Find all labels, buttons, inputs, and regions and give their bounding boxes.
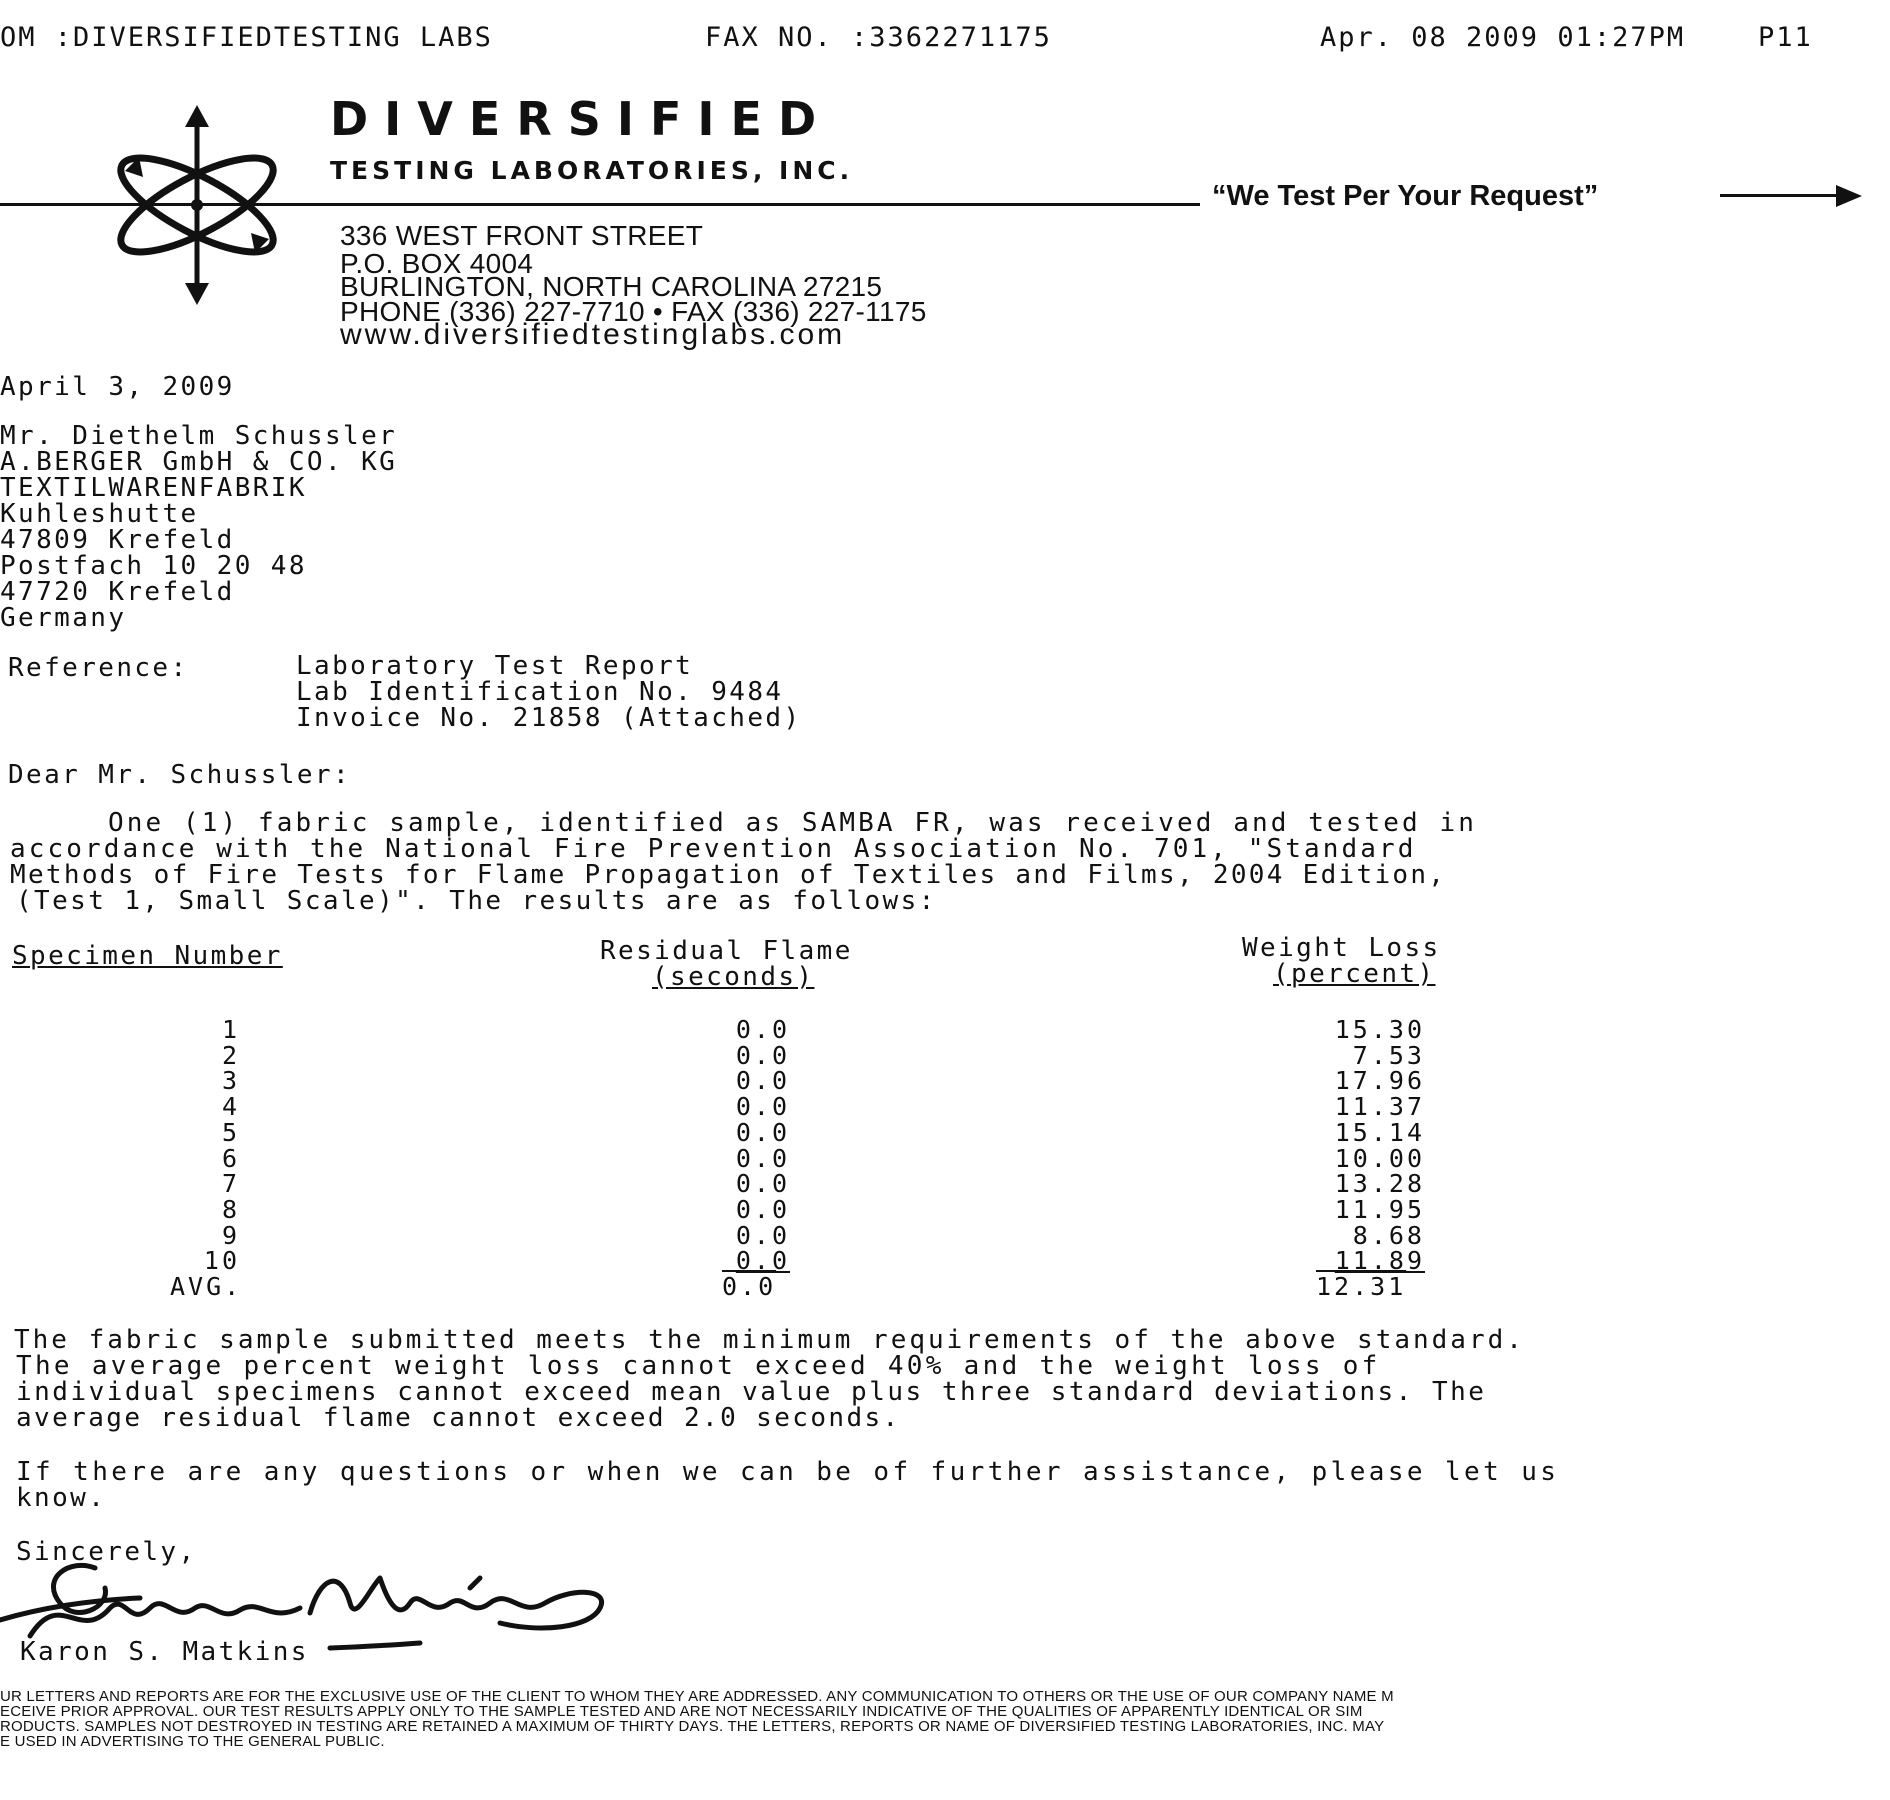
recipient-line: 47720 Krefeld — [0, 577, 235, 607]
closing-line: know. — [16, 1483, 107, 1513]
col-header-weight: Weight Loss — [1242, 933, 1441, 963]
fax-datetime: Apr. 08 2009 01:27PM — [1320, 22, 1686, 53]
residual-flame-cell: 0.0 — [735, 1041, 790, 1070]
specimen-number-cell: 4 — [221, 1092, 240, 1121]
recipient-line: Mr. Diethelm Schussler — [0, 421, 398, 451]
residual-flame-cell: 0.0 — [735, 1169, 790, 1198]
residual-flame-cell: 0.0 — [735, 1092, 790, 1121]
specimen-number-cell: 7 — [221, 1169, 240, 1198]
phone-fax-line: PHONE (336) 227-7710 • FAX (336) 227-1175 — [340, 296, 927, 327]
residual-flame-cell: 0.0 — [735, 1015, 790, 1044]
reference-line: Laboratory Test Report — [296, 651, 694, 681]
recipient-line: Kuhleshutte — [0, 499, 199, 529]
arrow-right-icon — [1836, 185, 1862, 207]
closing-line: If there are any questions or when we can be of further assistance, please let us — [16, 1457, 1560, 1487]
fax-page: P11 — [1758, 22, 1813, 53]
specimen-number-cell: 1 — [221, 1015, 240, 1044]
weight-loss-cell: 10.00 — [1334, 1144, 1425, 1173]
weight-loss-cell: 11.95 — [1334, 1195, 1425, 1224]
weight-loss-cell: 11.89 — [1334, 1246, 1425, 1275]
specimen-number-cell: 9 — [221, 1221, 240, 1250]
specimen-number-cell: 8 — [221, 1195, 240, 1224]
conclusion-line: The fabric sample submitted meets the minimum requirements of the above standard. — [14, 1325, 1525, 1355]
weight-loss-cell: 13.28 — [1334, 1169, 1425, 1198]
residual-flame-cell: 0.0 — [735, 1246, 790, 1275]
specimen-number-cell: 5 — [221, 1118, 240, 1147]
reference-line: Invoice No. 21858 (Attached) — [296, 703, 802, 733]
specimen-number-cell: 3 — [221, 1066, 240, 1095]
residual-flame-cell: 0.0 — [735, 1066, 790, 1095]
recipient-line: TEXTILWARENFABRIK — [0, 473, 307, 503]
weight-loss-cell: 11.37 — [1334, 1092, 1425, 1121]
specimen-number-cell: 10 — [203, 1246, 240, 1275]
specimen-number-cell: 6 — [221, 1144, 240, 1173]
residual-flame-cell: 0.0 — [735, 1195, 790, 1224]
residual-flame-cell: 0.0 — [735, 1144, 790, 1173]
col-header-weight-unit: (percent) — [1273, 959, 1436, 989]
salutation: Dear Mr. Schussler: — [8, 760, 352, 790]
specimen-number-cell: 2 — [221, 1041, 240, 1070]
residual-flame-cell: 0.0 — [735, 1221, 790, 1250]
disclaimer-line: ECEIVE PRIOR APPROVAL. OUR TEST RESULTS APPLY ONLY TO THE SAMPLE TESTED AND ARE NOT NECESSARILY INDICATIVE OF THE QUALITIES OF APPARENTLY IDENTICAL OR SIM — [0, 1703, 1363, 1720]
website: www.diversifiedtestinglabs.com — [340, 318, 846, 351]
conclusion-line: individual specimens cannot exceed mean value plus three standard deviations. The — [16, 1377, 1487, 1407]
col-header-specimen: Specimen Number — [12, 941, 283, 971]
intro-line: Methods of Fire Tests for Flame Propagation of Textiles and Films, 2004 Edition, — [10, 860, 1447, 890]
recipient-line: A.BERGER GmbH & CO. KG — [0, 447, 398, 477]
intro-line: accordance with the National Fire Prevention Association No. 701, "Standard — [10, 834, 1417, 864]
avg-flame: 0.0 — [722, 1272, 777, 1301]
weight-loss-cell: 15.14 — [1334, 1118, 1425, 1147]
disclaimer-line: RODUCTS. SAMPLES NOT DESTROYED IN TESTING ARE RETAINED A MAXIMUM OF THIRTY DAYS. THE LETTERS, REPORTS OR NAME OF DIVERSIFIED TESTING LABORATORIES, INC. MAY — [0, 1718, 1385, 1735]
intro-line: One (1) fabric sample, identified as SAMBA FR, was received and tested in — [108, 808, 1477, 838]
recipient-line: Germany — [0, 603, 127, 633]
signer-name: Karon S. Matkins — [20, 1637, 309, 1667]
weight-loss-cell: 8.68 — [1352, 1221, 1425, 1250]
address-line: BURLINGTON, NORTH CAROLINA 27215 — [340, 271, 883, 302]
reference-label: Reference: — [8, 653, 189, 683]
fax-number: FAX NO. :3362271175 — [705, 22, 1052, 53]
letterhead-rule — [0, 203, 1200, 206]
weight-loss-cell: 15.30 — [1334, 1015, 1425, 1044]
company-subtitle: TESTING LABORATORIES, INC. — [330, 156, 854, 185]
fax-from: OM :DIVERSIFIEDTESTING LABS — [0, 22, 493, 53]
col-header-flame-unit: (seconds) — [652, 962, 815, 992]
col-header-flame: Residual Flame — [600, 936, 853, 966]
avg-weight-loss: 12.31 — [1316, 1272, 1407, 1301]
disclaimer-line: UR LETTERS AND REPORTS ARE FOR THE EXCLUSIVE USE OF THE CLIENT TO WHOM THEY ARE ADDRESSED. ANY COMMUNICATION TO OTHERS OR THE USE OF OUR COMPANY NAME M — [0, 1688, 1394, 1705]
conclusion-line: average residual flame cannot exceed 2.0 seconds. — [16, 1403, 901, 1433]
address-line: P.O. BOX 4004 — [340, 248, 534, 279]
address-line: 336 WEST FRONT STREET — [340, 220, 704, 251]
tagline-rule — [1720, 194, 1840, 197]
avg-label: AVG. — [170, 1272, 243, 1301]
reference-line: Lab Identification No. 9484 — [296, 677, 784, 707]
disclaimer-line: E USED IN ADVERTISING TO THE GENERAL PUBLIC. — [0, 1733, 385, 1750]
company-tagline: “We Test Per Your Request” — [1212, 180, 1599, 212]
conclusion-line: The average percent weight loss cannot exceed 40% and the weight loss of — [16, 1351, 1381, 1381]
weight-loss-cell: 7.53 — [1352, 1041, 1425, 1070]
weight-loss-cell: 17.96 — [1334, 1066, 1425, 1095]
residual-flame-cell: 0.0 — [735, 1118, 790, 1147]
recipient-line: Postfach 10 20 48 — [0, 551, 307, 581]
company-name: DIVERSIFIED — [330, 92, 833, 146]
letter-date: April 3, 2009 — [0, 372, 235, 402]
intro-line: (Test 1, Small Scale)". The results are as follows: — [16, 886, 937, 916]
recipient-line: 47809 Krefeld — [0, 525, 235, 555]
signoff: Sincerely, — [16, 1537, 197, 1567]
